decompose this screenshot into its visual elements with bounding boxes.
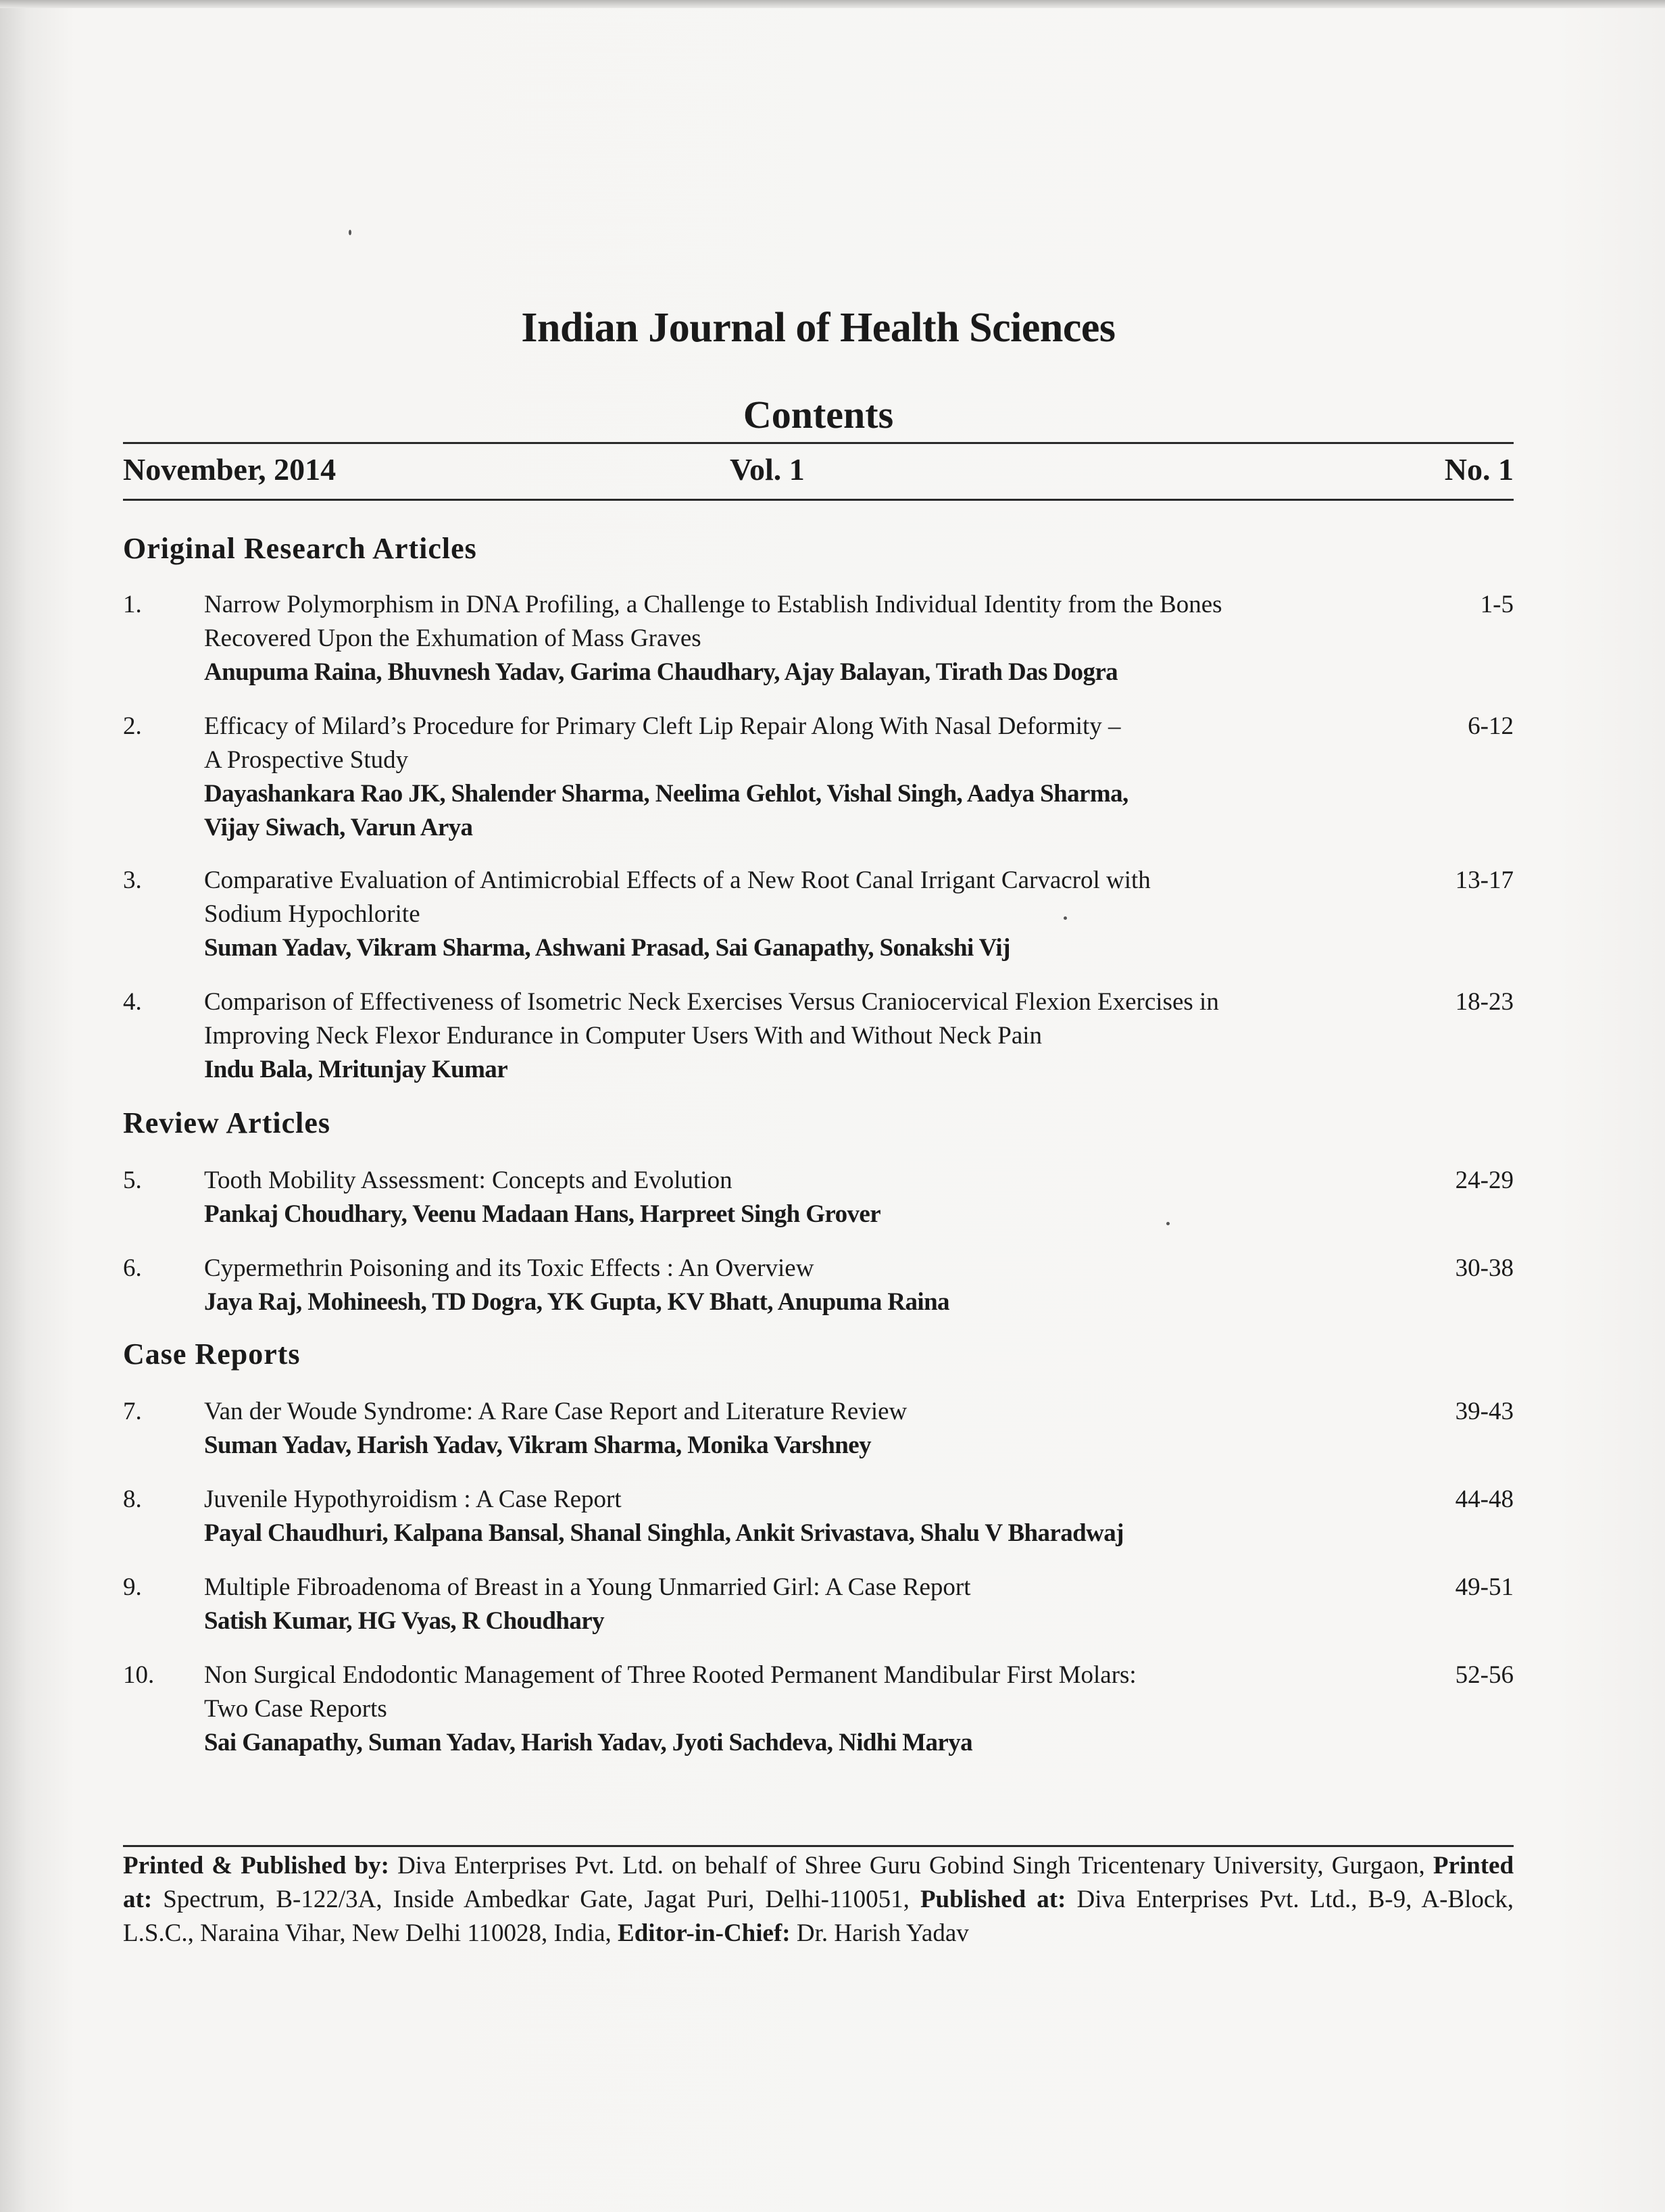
page-range: 30-38 (1455, 1254, 1514, 1282)
section-title-case-reports: Case Reports (123, 1337, 301, 1371)
article-authors: Sai Ganapathy, Suman Yadav, Harish Yadav, Jyoti Sachdeva, Nidhi Marya (204, 1729, 973, 1756)
article-title: Cypermethrin Poisoning and its Toxic Effects : An Overview (204, 1254, 814, 1282)
scan-speck (1166, 1222, 1170, 1225)
entry-number: 2. (123, 712, 142, 740)
article-title-line-2: Sodium Hypochlorite (204, 900, 420, 928)
entry-number: 5. (123, 1166, 142, 1194)
footer-rule (123, 1845, 1514, 1847)
page-top-edge (0, 0, 1665, 8)
article-title: Tooth Mobility Assessment: Concepts and Evolution (204, 1166, 732, 1194)
entry-number: 3. (123, 866, 142, 894)
entry-number: 6. (123, 1254, 142, 1282)
printed-at-text: Spectrum, B-122/3A, Inside Ambedkar Gate, Jagat Puri, Delhi-110051, (163, 1886, 910, 1913)
contents-heading: Contents (743, 393, 894, 437)
article-title: Comparative Evaluation of Antimicrobial Effects of a New Root Canal Irrigant Carvacrol with (204, 866, 1151, 894)
issue-number: No. 1 (1444, 452, 1514, 487)
entry-number: 8. (123, 1485, 142, 1513)
article-authors: Satish Kumar, HG Vyas, R Choudhary (204, 1607, 604, 1635)
page-range: 13-17 (1455, 866, 1514, 894)
article-authors-line-2: Vijay Siwach, Varun Arya (204, 814, 473, 841)
editor-in-chief-label: Editor-in-Chief: (618, 1919, 791, 1947)
page-range: 6-12 (1468, 712, 1514, 740)
published-at-text: Diva Enterprises Pvt. Ltd., B-9, A-Block, L.S.C., Naraina Vihar, New Delhi 110028, India, (123, 1886, 1514, 1947)
scan-speck (1064, 916, 1067, 920)
page-range: 49-51 (1455, 1573, 1514, 1601)
issue-date: November, 2014 (123, 452, 337, 487)
published-at-label: Published at: (920, 1886, 1066, 1913)
entry-number: 1. (123, 591, 142, 618)
printed-published-text: Diva Enterprises Pvt. Ltd. on behalf of Shree Guru Gobind Singh Tricentenary University, Gurgaon, (397, 1852, 1425, 1879)
journal-title: Indian Journal of Health Sciences (521, 305, 1116, 351)
issue-bottom-rule (123, 499, 1514, 501)
article-title: Comparison of Effectiveness of Isometric Neck Exercises Versus Craniocervical Flexion Exercises in (204, 988, 1219, 1016)
page-range: 39-43 (1455, 1398, 1514, 1425)
article-title: Van der Woude Syndrome: A Rare Case Report and Literature Review (204, 1398, 908, 1425)
issue-info (123, 451, 1514, 492)
top-rule (123, 442, 1514, 444)
article-authors: Jaya Raj, Mohineesh, TD Dogra, YK Gupta, KV Bhatt, Anupuma Raina (204, 1288, 949, 1316)
article-title-line-2: Two Case Reports (204, 1695, 387, 1723)
entry-number: 9. (123, 1573, 142, 1601)
article-authors: Pankaj Choudhary, Veenu Madaan Hans, Harpreet Singh Grover (204, 1200, 881, 1228)
entry-number: 4. (123, 988, 142, 1016)
page-range: 18-23 (1455, 988, 1514, 1016)
page-range: 24-29 (1455, 1166, 1514, 1194)
article-authors: Suman Yadav, Vikram Sharma, Ashwani Prasad, Sai Ganapathy, Sonakshi Vij (204, 934, 1010, 962)
article-authors: Dayashankara Rao JK, Shalender Sharma, Neelima Gehlot, Vishal Singh, Aadya Sharma, (204, 780, 1128, 808)
article-authors: Payal Chaudhuri, Kalpana Bansal, Shanal Singhla, Ankit Srivastava, Shalu V Bharadwaj (204, 1519, 1124, 1547)
article-title: Non Surgical Endodontic Management of Three Rooted Permanent Mandibular First Molars: (204, 1661, 1137, 1689)
page-range: 52-56 (1455, 1661, 1514, 1689)
article-authors: Anupuma Raina, Bhuvnesh Yadav, Garima Chaudhary, Ajay Balayan, Tirath Das Dogra (204, 658, 1118, 686)
article-authors: Indu Bala, Mritunjay Kumar (204, 1056, 508, 1083)
section-title-review: Review Articles (123, 1106, 330, 1139)
printed-at-label: Printed at: (123, 1852, 1514, 1913)
printed-published-label: Printed & Published by: (123, 1852, 389, 1879)
section-title-original-research: Original Research Articles (123, 532, 477, 565)
editor-in-chief-name: Dr. Harish Yadav (796, 1919, 969, 1947)
article-title-line-2: A Prospective Study (204, 746, 409, 774)
article-title-line-2: Recovered Upon the Exhumation of Mass Graves (204, 624, 701, 652)
page-range: 1-5 (1480, 591, 1514, 618)
imprint-footer (123, 1849, 1514, 1950)
article-title: Narrow Polymorphism in DNA Profiling, a Challenge to Establish Individual Identity from the Bones (204, 591, 1222, 618)
article-authors: Suman Yadav, Harish Yadav, Vikram Sharma, Monika Varshney (204, 1431, 871, 1459)
article-title-line-2: Improving Neck Flexor Endurance in Computer Users With and Without Neck Pain (204, 1022, 1043, 1050)
page-range: 44-48 (1455, 1485, 1514, 1513)
scan-speck (349, 230, 351, 235)
entry-number: 7. (123, 1398, 142, 1425)
article-title: Efficacy of Milard’s Procedure for Primary Cleft Lip Repair Along With Nasal Deformity – (204, 712, 1121, 740)
article-title: Juvenile Hypothyroidism : A Case Report (204, 1485, 622, 1513)
issue-volume: Vol. 1 (730, 452, 805, 487)
entry-number: 10. (123, 1661, 155, 1689)
article-title: Multiple Fibroadenoma of Breast in a Young Unmarried Girl: A Case Report (204, 1573, 971, 1601)
